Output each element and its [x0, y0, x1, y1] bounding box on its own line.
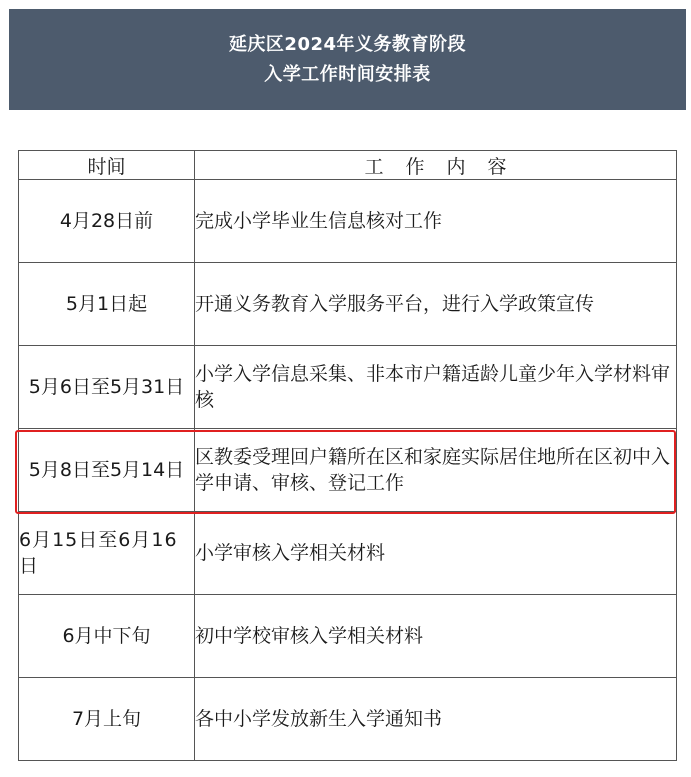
row-content: 初中学校审核入学相关材料: [195, 595, 677, 678]
row-time: 6月15日至6月16日: [19, 512, 195, 595]
table-row: [19, 595, 677, 678]
table-row: [19, 512, 677, 595]
table-row: [19, 263, 677, 346]
row-time: 7月上旬: [19, 678, 195, 761]
title-banner: [9, 9, 686, 110]
header-content: 工作内容: [195, 151, 677, 180]
table-row: [19, 346, 677, 429]
row-content: 开通义务教育入学服务平台，进行入学政策宣传: [195, 263, 677, 346]
header-time: 时间: [19, 151, 195, 180]
table-row: [19, 180, 677, 263]
row-content: 小学审核入学相关材料: [195, 512, 677, 595]
row-content: 各中小学发放新生入学通知书: [195, 678, 677, 761]
banner-title-line1: 延庆区2024年义务教育阶段: [228, 33, 467, 55]
row-content: 小学入学信息采集、非本市户籍适龄儿童少年入学材料审核: [195, 346, 677, 429]
row-time: 5月6日至5月31日: [19, 346, 195, 429]
row-time: 6月中下旬: [19, 595, 195, 678]
row-time: 5月8日至5月14日: [19, 429, 195, 512]
row-time: 4月28日前: [19, 180, 195, 263]
table-row: [19, 678, 677, 761]
row-time: 5月1日起: [19, 263, 195, 346]
row-content: 完成小学毕业生信息核对工作: [195, 180, 677, 263]
banner-title-line2: 入学工作时间安排表: [264, 63, 431, 85]
highlight-box: [15, 430, 676, 514]
table-header-row: [19, 151, 677, 180]
row-content: 区教委受理回户籍所在区和家庭实际居住地所在区初中入学申请、审核、登记工作: [195, 429, 677, 512]
